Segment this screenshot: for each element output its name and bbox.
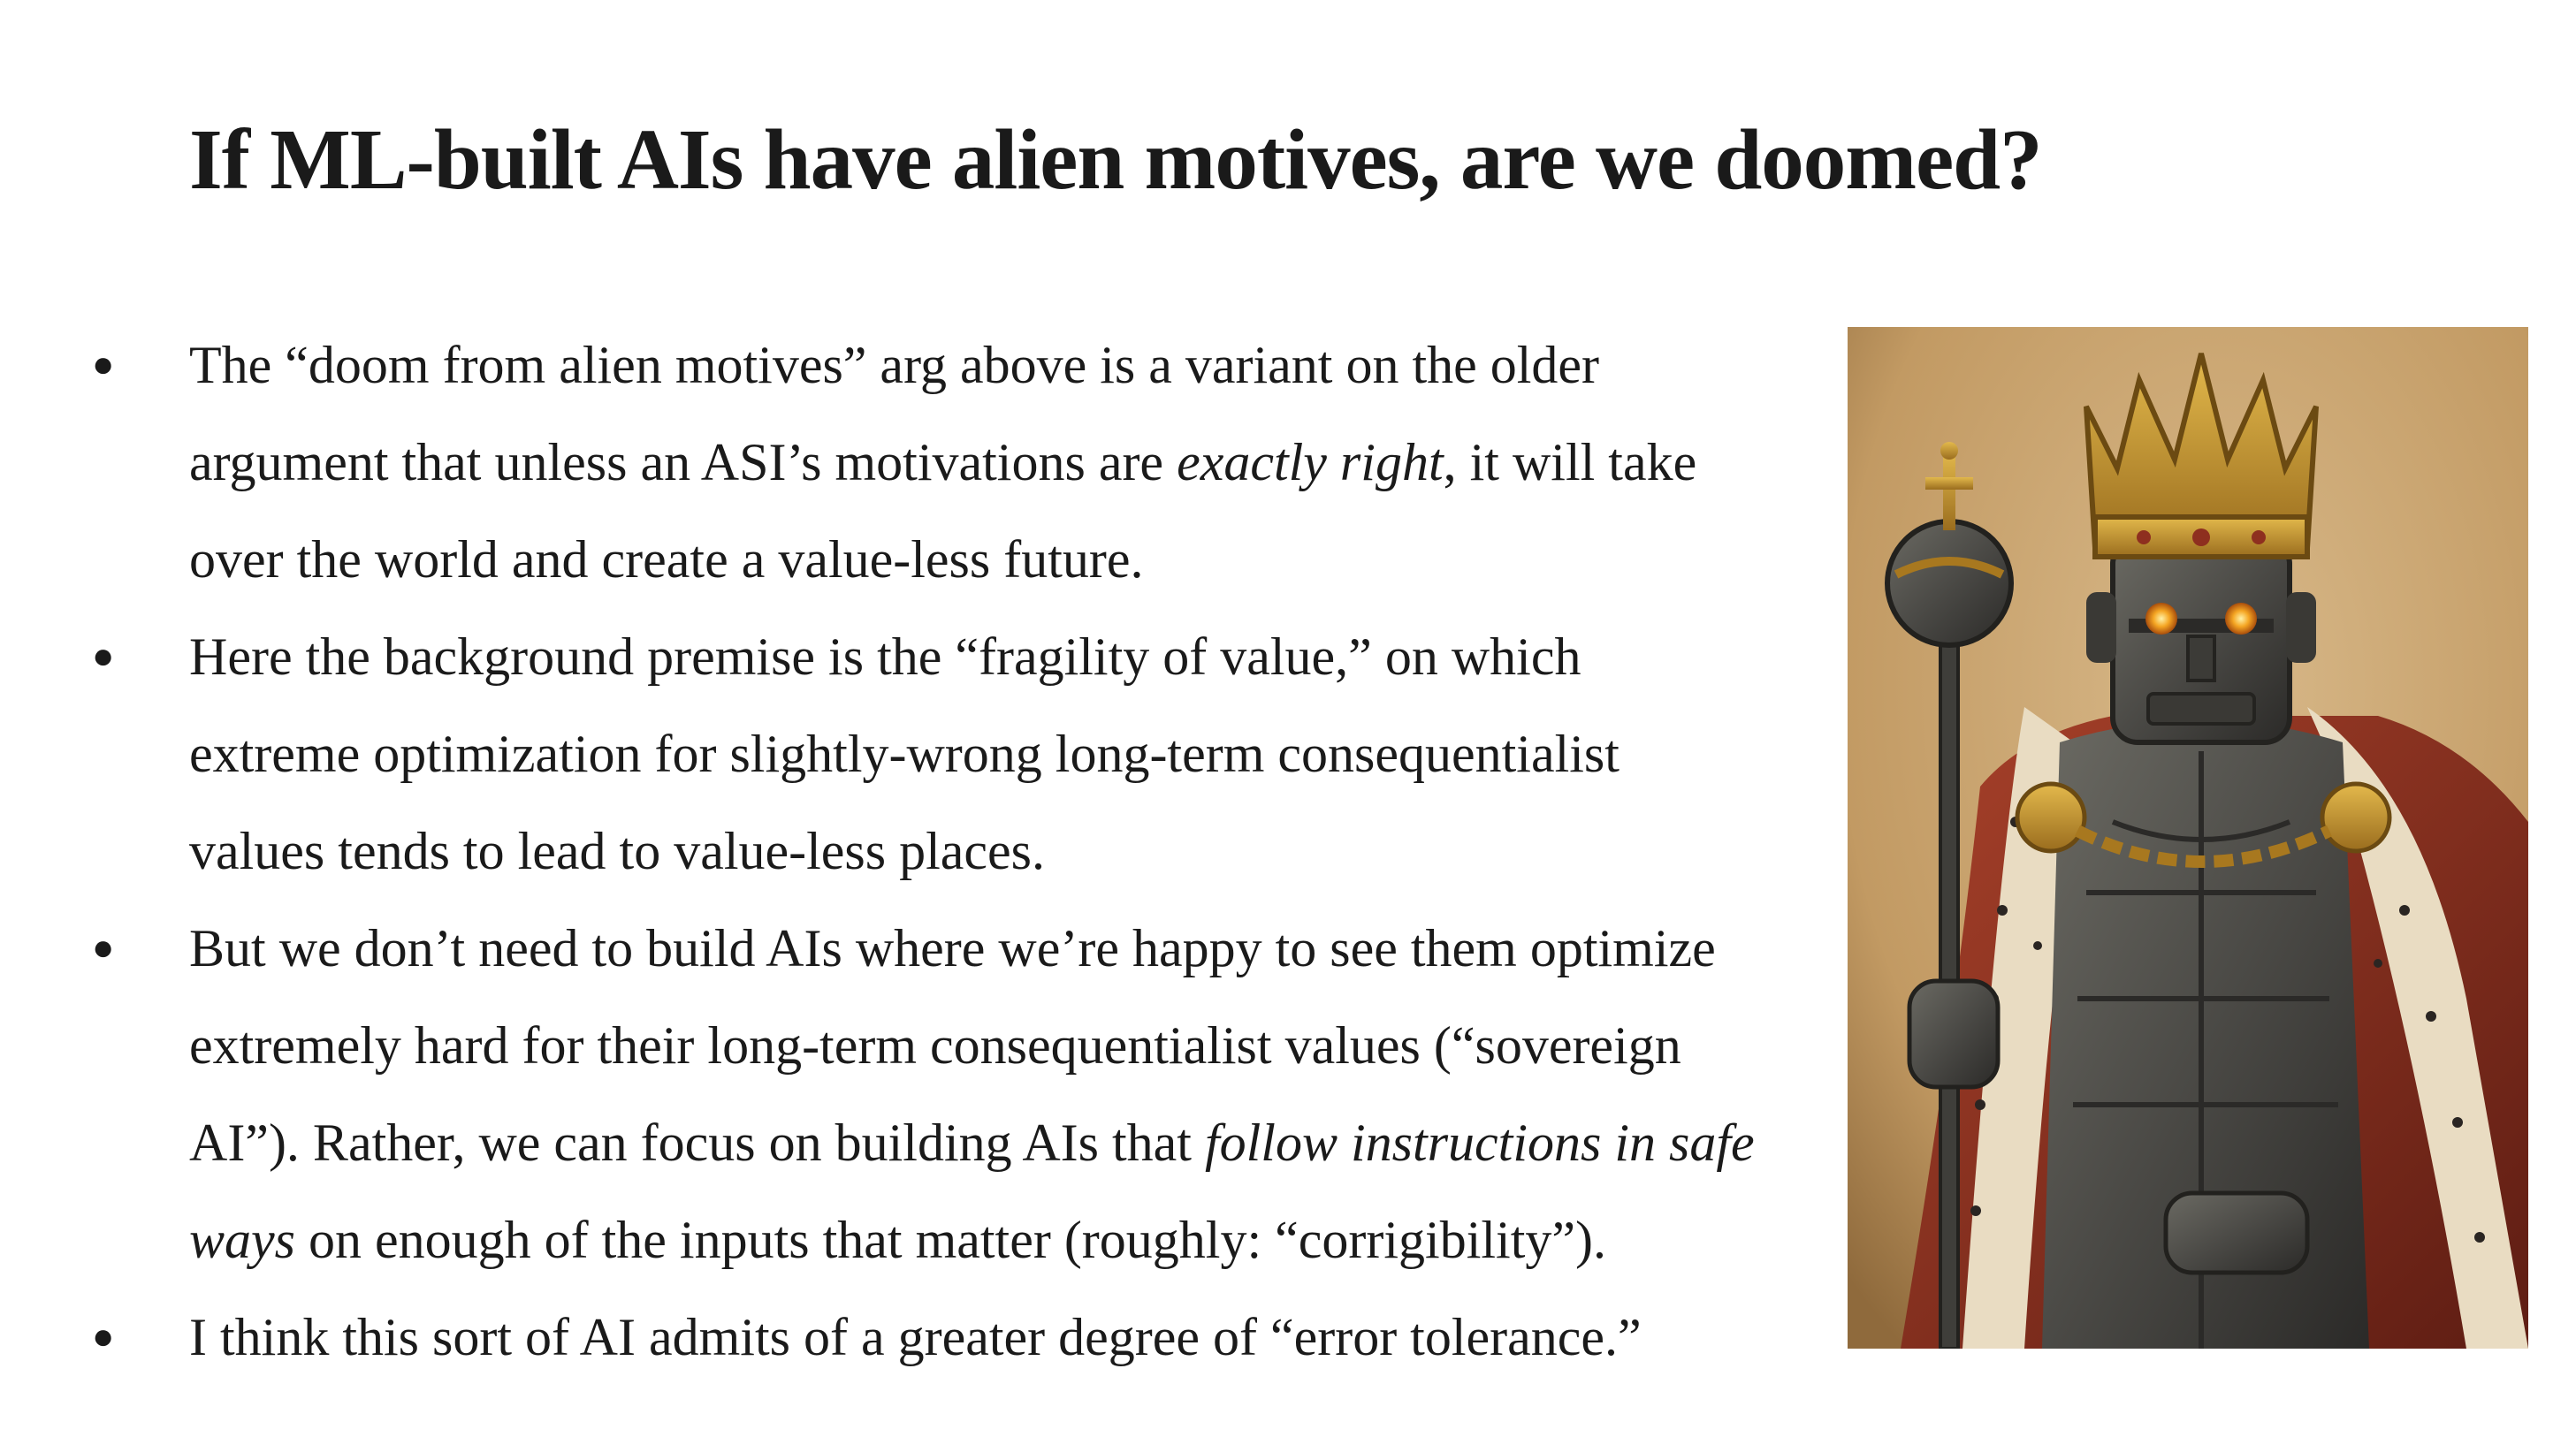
bullet-3-line-3 [189, 1094, 1816, 1191]
bullet-1-emphasis: exactly right [1177, 433, 1444, 491]
bullet-marker: ● [92, 1317, 115, 1357]
bullet-3-line-2: extremely hard for their long-term consequentialist values (“sovereign [189, 1016, 1681, 1075]
bullet-3-text: on enough of the inputs that matter (roughly: “corrigibility”). [295, 1211, 1606, 1269]
bullet-2-line-2: extreme optimization for slightly-wrong long-term consequentialist [189, 725, 1620, 783]
bullet-list [92, 316, 1816, 1386]
bullet-3-line-4 [189, 1191, 1816, 1289]
bullet-2-line-1: Here the background premise is the “fragility of value,” on which [189, 627, 1581, 686]
bullet-2-line-3: values tends to lead to value-less places. [189, 822, 1046, 880]
bullet-1-text: argument that unless an ASI’s motivations are [189, 433, 1177, 491]
bullet-3-emphasis: follow instructions in safe [1204, 1114, 1755, 1172]
bullet-4-line-1: I think this sort of AI admits of a greater degree of “error tolerance.” [189, 1308, 1642, 1366]
bullet-1-line-2 [189, 414, 1816, 511]
bullet-item [92, 900, 1816, 1289]
bullet-3-text: AI”). Rather, we can focus on building AIs that [189, 1114, 1205, 1172]
robot-king-icon [1848, 327, 2528, 1349]
bullet-3-line-1: But we don’t need to build AIs where we’re happy to see them optimize [189, 919, 1716, 977]
bullet-marker: ● [92, 636, 115, 677]
bullet-marker: ● [92, 928, 115, 969]
bullet-1-line-1: The “doom from alien motives” arg above is a variant on the older [189, 336, 1600, 394]
bullet-1-line-3: over the world and create a value-less future. [189, 530, 1144, 589]
bullet-1-text: , it will take [1443, 433, 1697, 491]
bullet-item [92, 608, 1816, 900]
bullet-3-emphasis: ways [189, 1211, 295, 1269]
robot-king-illustration [1848, 327, 2528, 1349]
bullet-item [92, 1289, 1816, 1386]
slide-title: If ML-built AIs have alien motives, are we doomed? [189, 112, 2042, 207]
bullet-item [92, 316, 1816, 608]
bullet-marker: ● [92, 345, 115, 385]
